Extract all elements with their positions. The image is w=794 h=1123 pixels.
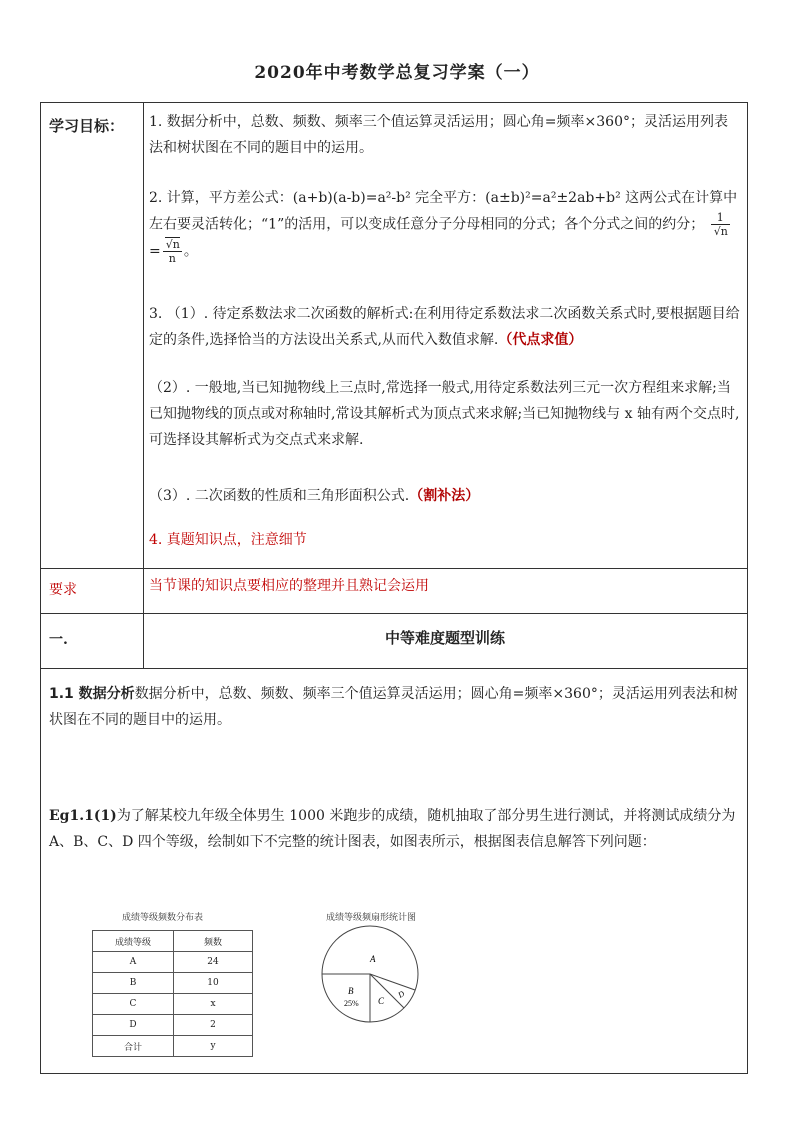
objective-3-2: （2）. 一般地,当已知抛物线上三点时,常选择一般式,用待定系数法列三元一次方程组来求解;当已知抛物线的顶点或对称轴时,常设其解析式为顶点式来求解;当已知抛物线与 x 轴有两个交点时,可选择设其解析式为交点式来求解. bbox=[149, 380, 740, 448]
topic-paragraph bbox=[49, 681, 743, 733]
objective-3-1 bbox=[149, 301, 741, 353]
table-row bbox=[93, 1036, 253, 1057]
slice-percent-b: 25% bbox=[344, 999, 359, 1008]
objectives-label: 学习目标： bbox=[49, 117, 125, 135]
requirement-label: 要求 bbox=[49, 582, 77, 598]
table-cell: B bbox=[93, 973, 174, 994]
table-header-row bbox=[93, 931, 253, 952]
objective-2-text: 2. 计算，平方差公式：(a+b)(a-b)=a²-b² 完全平方：(a±b)²=a²±2ab+b² 这两公式在计算中左右要灵活转化；“1”的活用，可以变成任意分子分母相同的分式；各个分式之间的约分； bbox=[149, 190, 738, 233]
table-cell: A bbox=[93, 952, 174, 973]
table-row bbox=[93, 952, 253, 973]
equals-sign: = bbox=[149, 243, 161, 260]
fraction-left bbox=[711, 211, 730, 238]
table-cell: 合计 bbox=[93, 1036, 174, 1057]
slice-label-d: D bbox=[396, 989, 407, 1000]
frequency-table bbox=[92, 930, 253, 1057]
table-row bbox=[93, 1015, 253, 1036]
table-header: 成绩等级 bbox=[93, 931, 174, 952]
table-cell: 10 bbox=[174, 973, 253, 994]
fraction-right bbox=[163, 238, 182, 265]
objective-3-3-text: （3）. 二次函数的性质和三角形面积公式. bbox=[149, 488, 410, 504]
objective-4: 4. 真题知识点，注意细节 bbox=[149, 532, 307, 548]
table-caption: 成绩等级频数分布表 bbox=[122, 913, 204, 923]
fraction-denominator bbox=[711, 225, 730, 238]
objective-3-3-tag: （割补法） bbox=[409, 488, 480, 504]
objective-3-3 bbox=[149, 483, 741, 509]
pie-chart bbox=[320, 922, 430, 1032]
objective-2 bbox=[149, 185, 741, 265]
fraction-denominator: n bbox=[168, 252, 176, 265]
objective-3-1-text: 3. （1）. 待定系数法求二次函数的解析式:在利用待定系数法求二次函数关系式时,要根据题目给定的条件,选择恰当的方法设出关系式,从而代入数值求解. bbox=[149, 306, 740, 348]
example-paragraph bbox=[49, 803, 743, 855]
objective-2-end: 。 bbox=[183, 243, 198, 260]
topic-text: 数据分析中，总数、频数、频率三个值运算灵活运用；圆心角=频率×360°；灵活运用列表法和树状图在不同的题目中的运用。 bbox=[49, 686, 738, 728]
requirement-text: 当节课的知识点要相应的整理并且熟记会运用 bbox=[149, 578, 429, 594]
sqrt-n: √n bbox=[713, 225, 728, 238]
section-title: 中等难度题型训练 bbox=[384, 629, 505, 647]
fraction-numerator: 1 bbox=[711, 211, 730, 225]
slice-label-b: B bbox=[348, 986, 354, 996]
table-cell: x bbox=[174, 994, 253, 1015]
example-heading: Eg1.1(1) bbox=[49, 808, 117, 824]
table-cell: 2 bbox=[174, 1015, 253, 1036]
row-divider bbox=[41, 668, 747, 669]
page-title: 2020年中考数学总复习学案（一） bbox=[254, 63, 540, 83]
slice-label-c: C bbox=[378, 996, 385, 1006]
table-cell: D bbox=[93, 1015, 174, 1036]
fraction-numerator bbox=[163, 238, 182, 252]
slice-label-a: A bbox=[370, 954, 376, 964]
column-divider bbox=[143, 103, 144, 668]
table-header: 频数 bbox=[174, 931, 253, 952]
table-cell: 24 bbox=[174, 952, 253, 973]
table-cell: y bbox=[174, 1036, 253, 1057]
table-row bbox=[93, 973, 253, 994]
topic-heading: 1.1 数据分析 bbox=[49, 686, 135, 702]
sqrt-n: √n bbox=[165, 238, 180, 251]
table-row bbox=[93, 994, 253, 1015]
example-text: 为了解某校九年级全体男生 1000 米跑步的成绩，随机抽取了部分男生进行测试，并将测试成绩分为 A、B、C、D 四个等级，绘制如下不完整的统计图表，如图表所示，根据图表信息解答下列问题： bbox=[49, 808, 736, 850]
pie-caption: 成绩等级频扇形统计图 bbox=[326, 913, 417, 923]
objective-3-1-tag: （代点求值） bbox=[498, 332, 583, 348]
row-divider bbox=[41, 568, 747, 569]
table-cell: C bbox=[93, 994, 174, 1015]
section-number: 一. bbox=[49, 632, 68, 648]
slice-border-d-a bbox=[370, 974, 415, 990]
objective-1: 1. 数据分析中，总数、频数、频率三个值运算灵活运用；圆心角=频率×360°；灵活运用列表法和树状图在不同的题目中的运用。 bbox=[149, 114, 728, 156]
row-divider bbox=[41, 613, 747, 614]
